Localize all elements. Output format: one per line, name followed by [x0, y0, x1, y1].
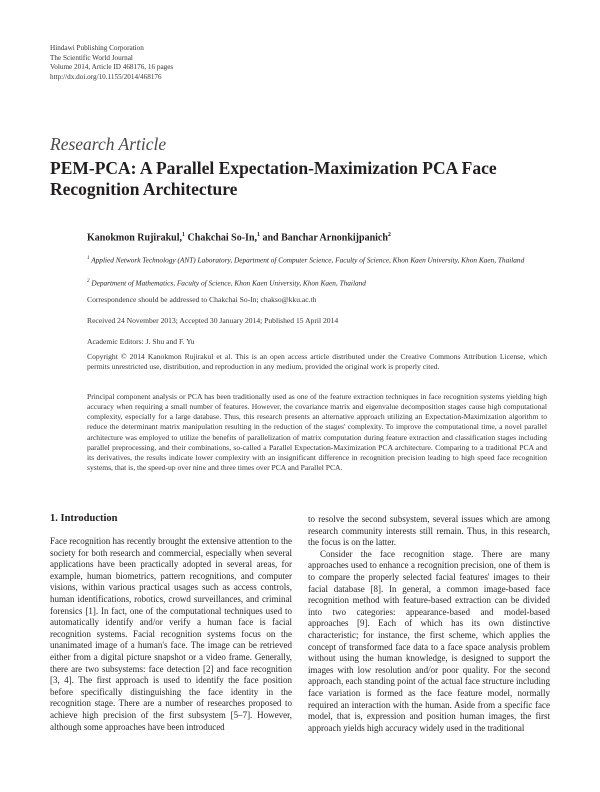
affiliation-1 [87, 254, 542, 266]
academic-editors: Academic Editors: J. Shu and F. Yu [87, 337, 195, 346]
affiliation-2 [87, 277, 542, 289]
publication-dates: Received 24 November 2013; Accepted 30 January 2014; Published 15 April 2014 [87, 316, 339, 325]
intro-left-column [50, 536, 292, 733]
section-heading: 1. Introduction [50, 513, 118, 524]
intro-paragraph-continued: to resolve the second subsystem, several issues which are among research community interests still remain. Thus, in this research, the focus is on the latter. [308, 514, 550, 548]
volume-line: Volume 2014, Article ID 468176, 16 pages [50, 63, 174, 72]
author-2-affil: 1 [257, 232, 260, 238]
doi-link[interactable]: http://dx.doi.org/10.1155/2014/468176 [50, 72, 162, 81]
article-type: Research Article [50, 134, 167, 154]
correspondence: Correspondence should be addressed to Chakchai So-In; chakso@kku.ac.th [87, 295, 317, 304]
author-1-affil: 1 [182, 232, 186, 238]
affiliation-2-text: Department of Mathematics, Faculty of Science, Khon Kaen University, Khon Kaen, Thailand [89, 278, 366, 288]
author-1: Kanokmon Rujirakul, [87, 232, 183, 244]
paper-title: PEM-PCA: A Parallel Expectation-Maximization PCA Face Recognition Architecture [50, 158, 497, 199]
affiliation-1-text: Applied Network Technology (ANT) Laboratory, Department of Computer Science, Faculty of Science, Khon Kaen University, Khon Kaen, Thailand [89, 255, 525, 265]
publisher-line: Hindawi Publishing Corporation [50, 44, 144, 52]
affiliation-2-number: 2 [87, 279, 90, 284]
intro-paragraph: Face recognition has recently brought the extensive attention to the society for both research and commercial, especially when several applications have been practically adopted in several areas, for example, human biometrics, pattern recognitions, and computer visions, within various practical usages such as access controls, human identifications, robotics, crowd surveillances, and criminal forensics [1]. In fact, one of the computational techniques used to automatically identify and/or verify a human face is facial recognition systems. Facial recognition systems focus on the unanimated image of a human's face. The image can be retrieved either from a digital picture snapshot or a video frame. Generally, there are two subsystems: face detection [2] and face recognition [3, 4]. The first approach is used to identify the face position before specifically distinguishing the face identity in the recognition stage. There are a number of researches proposed to achieve high precision of the first subsystem [5–7]. However, although some approaches have been introduced [50, 536, 292, 732]
abstract: Principal component analysis or PCA has been traditionally used as one of the feature extraction techniques in face recognition systems yielding high accuracy when requiring a small number of features. However, the covariance matrix and eigenvalue decomposition stages cause high computational complexity, especially for a large database. Thus, this research presents an alternative approach utilizing an Expectation-Maximization algorithm to reduce the determinant matrix manipulation resulting in the reduction of the stages' complexity. To improve the computational time, a novel parallel architecture was employed to utilize the benefits of parallelization of matrix computation during feature extraction and classification stages including parallel preprocessing, and their combinations, so-called a Parallel Expectation-Maximization PCA architecture. Comparing to a traditional PCA and its derivatives, the results indicate lower complexity with an insignificant difference in recognition precision leading to high speed face recognition systems, that is, the speed-up over nine and three times over PCA and Parallel PCA. [87, 392, 547, 473]
journal-line: The Scientific World Journal [50, 53, 133, 62]
journal-header [50, 44, 250, 82]
author-list [87, 232, 391, 243]
copyright-notice: Copyright © 2014 Kanokmon Rujirakul et al. This is an open access article distributed under the Creative Commons Attribution License, which permits unrestricted use, distribution, and reproduction in any medium, provided the original work is properly cited. [87, 352, 547, 372]
affiliation-1-number: 1 [87, 256, 90, 261]
intro-right-column [308, 514, 550, 734]
intro-paragraph-2: Consider the face recognition stage. There are many approaches used to enhance a recognition precision, one of them is to compare the properly selected facial features' images to their facial database [8]. In general, a common image-based face recognition method with feature-based extraction can be divided into two categories: appearance-based and model-based approaches [9]. Each of which has its own distinctive characteristic; for instance, the first scheme, which applies the concept of transformed face data to a face space analysis problem without using the human knowledge, is designed to support the images with low resolution and/or poor quality. For the second approach, each standing point of the actual face structure including face variation is formed as the face feature model, normally required an interaction with the human. Aside from a specific face model, that is, expression and position human images, the first approach yields high accuracy widely used in the traditional [308, 548, 550, 733]
author-2: Chakchai So-In, [185, 232, 257, 244]
author-3-affil: 2 [387, 232, 391, 238]
author-3: and Banchar Arnonkijpanich [260, 232, 388, 244]
